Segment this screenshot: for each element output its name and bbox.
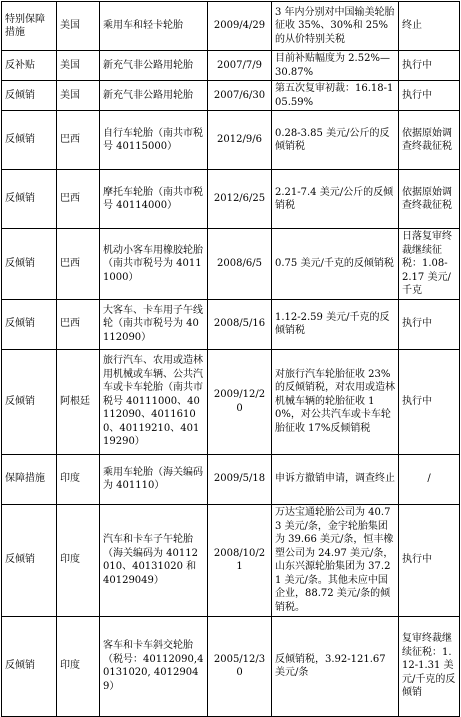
detail: 目前补贴幅度为 2.52%—30.87%	[272, 51, 399, 81]
product: 机动小客车用橡胶轮胎（南共市税号为 40111000）	[100, 229, 208, 300]
table-row	[2, 2, 460, 51]
status: 日落复审终裁继续征税：1.08-2.17 美元/千克	[399, 229, 460, 300]
detail: 万达宝通轮胎公司为 40.73 美元/条，金宇轮胎集团为 39.66 美元/条，恒丰橡塑公司为 24.97 美元/条，山东兴源轮胎集团为 37.21 美元/条。其他未应中国企业，88.72 美元/条的倾销税。	[272, 504, 399, 616]
status: 依据原始调查终裁征税	[399, 170, 460, 229]
country: 巴西	[57, 229, 100, 300]
table-row	[2, 111, 460, 170]
country: 巴西	[57, 299, 100, 349]
product: 大客车、卡车用子午线轮（南共市税号为 40112090）	[100, 299, 208, 349]
table-row	[2, 299, 460, 349]
product: 新充气非公路用轮胎	[100, 81, 208, 111]
measure-type: 反倾销	[2, 111, 57, 170]
measure-type: 反倾销	[2, 299, 57, 349]
table-row	[2, 616, 460, 716]
date: 2008/10/21	[208, 504, 272, 616]
status: 复审终裁继续征税：1.12-1.31 美元/千克的反倾销	[399, 616, 460, 716]
country: 巴西	[57, 111, 100, 170]
product: 客车和卡车斜交轮胎（税号：40112090,40131020, 40129049）	[100, 616, 208, 716]
status: /	[399, 454, 460, 504]
country: 美国	[57, 2, 100, 51]
product: 汽车和卡车子午轮胎（海关编码为 40112010、40131020 和 40129049）	[100, 504, 208, 616]
country: 阿根廷	[57, 349, 100, 454]
status: 依据原始调查终裁征税	[399, 111, 460, 170]
country: 印度	[57, 454, 100, 504]
measure-type: 反倾销	[2, 504, 57, 616]
date: 2012/9/6	[208, 111, 272, 170]
trade-remedy-table	[1, 1, 460, 717]
date: 2009/4/29	[208, 2, 272, 51]
product: 摩托车轮胎（南共市税号 40114000）	[100, 170, 208, 229]
product: 新充气非公路用轮胎	[100, 51, 208, 81]
measure-type: 反倾销	[2, 616, 57, 716]
date: 2008/5/16	[208, 299, 272, 349]
detail: 反倾销税，3.92-121.67 美元/条	[272, 616, 399, 716]
product: 乘用车轮胎（海关编码为 401110）	[100, 454, 208, 504]
status: 执行中	[399, 349, 460, 454]
table-row	[2, 504, 460, 616]
date: 2005/12/30	[208, 616, 272, 716]
detail: 对旅行汽车轮胎征收 23%的反倾销税，对农用或造林机械车辆的轮胎征收 10%，对公共汽车或卡车轮胎征收 17%反倾销税	[272, 349, 399, 454]
measure-type: 反倾销	[2, 81, 57, 111]
measure-type: 特别保障措施	[2, 2, 57, 51]
detail: 2.21-7.4 美元/公斤的反倾销税	[272, 170, 399, 229]
product: 旅行汽车、农用或造林用机械或车辆、公共汽车或卡车轮胎（南共市税号 40111000、40112090、40116100、40119210、40119290）	[100, 349, 208, 454]
status: 执行中	[399, 51, 460, 81]
table-row	[2, 81, 460, 111]
table-row	[2, 229, 460, 300]
detail: 1.12-2.59 美元/千克的反倾销税	[272, 299, 399, 349]
country: 印度	[57, 504, 100, 616]
date: 2007/7/9	[208, 51, 272, 81]
table-row	[2, 51, 460, 81]
date: 2008/6/5	[208, 229, 272, 300]
date: 2012/6/25	[208, 170, 272, 229]
table-row	[2, 349, 460, 454]
country: 巴西	[57, 170, 100, 229]
detail: 0.75 美元/千克的反倾销税	[272, 229, 399, 300]
measure-type: 反补贴	[2, 51, 57, 81]
product: 自行车轮胎（南共市税号 40115000）	[100, 111, 208, 170]
status: 执行中	[399, 504, 460, 616]
product: 乘用车和轻卡轮胎	[100, 2, 208, 51]
country: 印度	[57, 616, 100, 716]
date: 2007/6/30	[208, 81, 272, 111]
status: 执行中	[399, 81, 460, 111]
table-row	[2, 170, 460, 229]
detail: 3 年内分别对中国输美轮胎征收 35%、30%和 25%的从价特别关税	[272, 2, 399, 51]
measure-type: 反倾销	[2, 170, 57, 229]
date: 2009/12/20	[208, 349, 272, 454]
detail: 申诉方撤销申请，调查终止	[272, 454, 399, 504]
measure-type: 保障措施	[2, 454, 57, 504]
detail: 0.28-3.85 美元/公斤的反倾销税	[272, 111, 399, 170]
country: 美国	[57, 51, 100, 81]
status: 执行中	[399, 299, 460, 349]
country: 美国	[57, 81, 100, 111]
measure-type: 反倾销	[2, 349, 57, 454]
measure-type: 反倾销	[2, 229, 57, 300]
table-row	[2, 454, 460, 504]
status: 终止	[399, 2, 460, 51]
detail: 第五次复审初裁：16.18-105.59%	[272, 81, 399, 111]
date: 2009/5/18	[208, 454, 272, 504]
